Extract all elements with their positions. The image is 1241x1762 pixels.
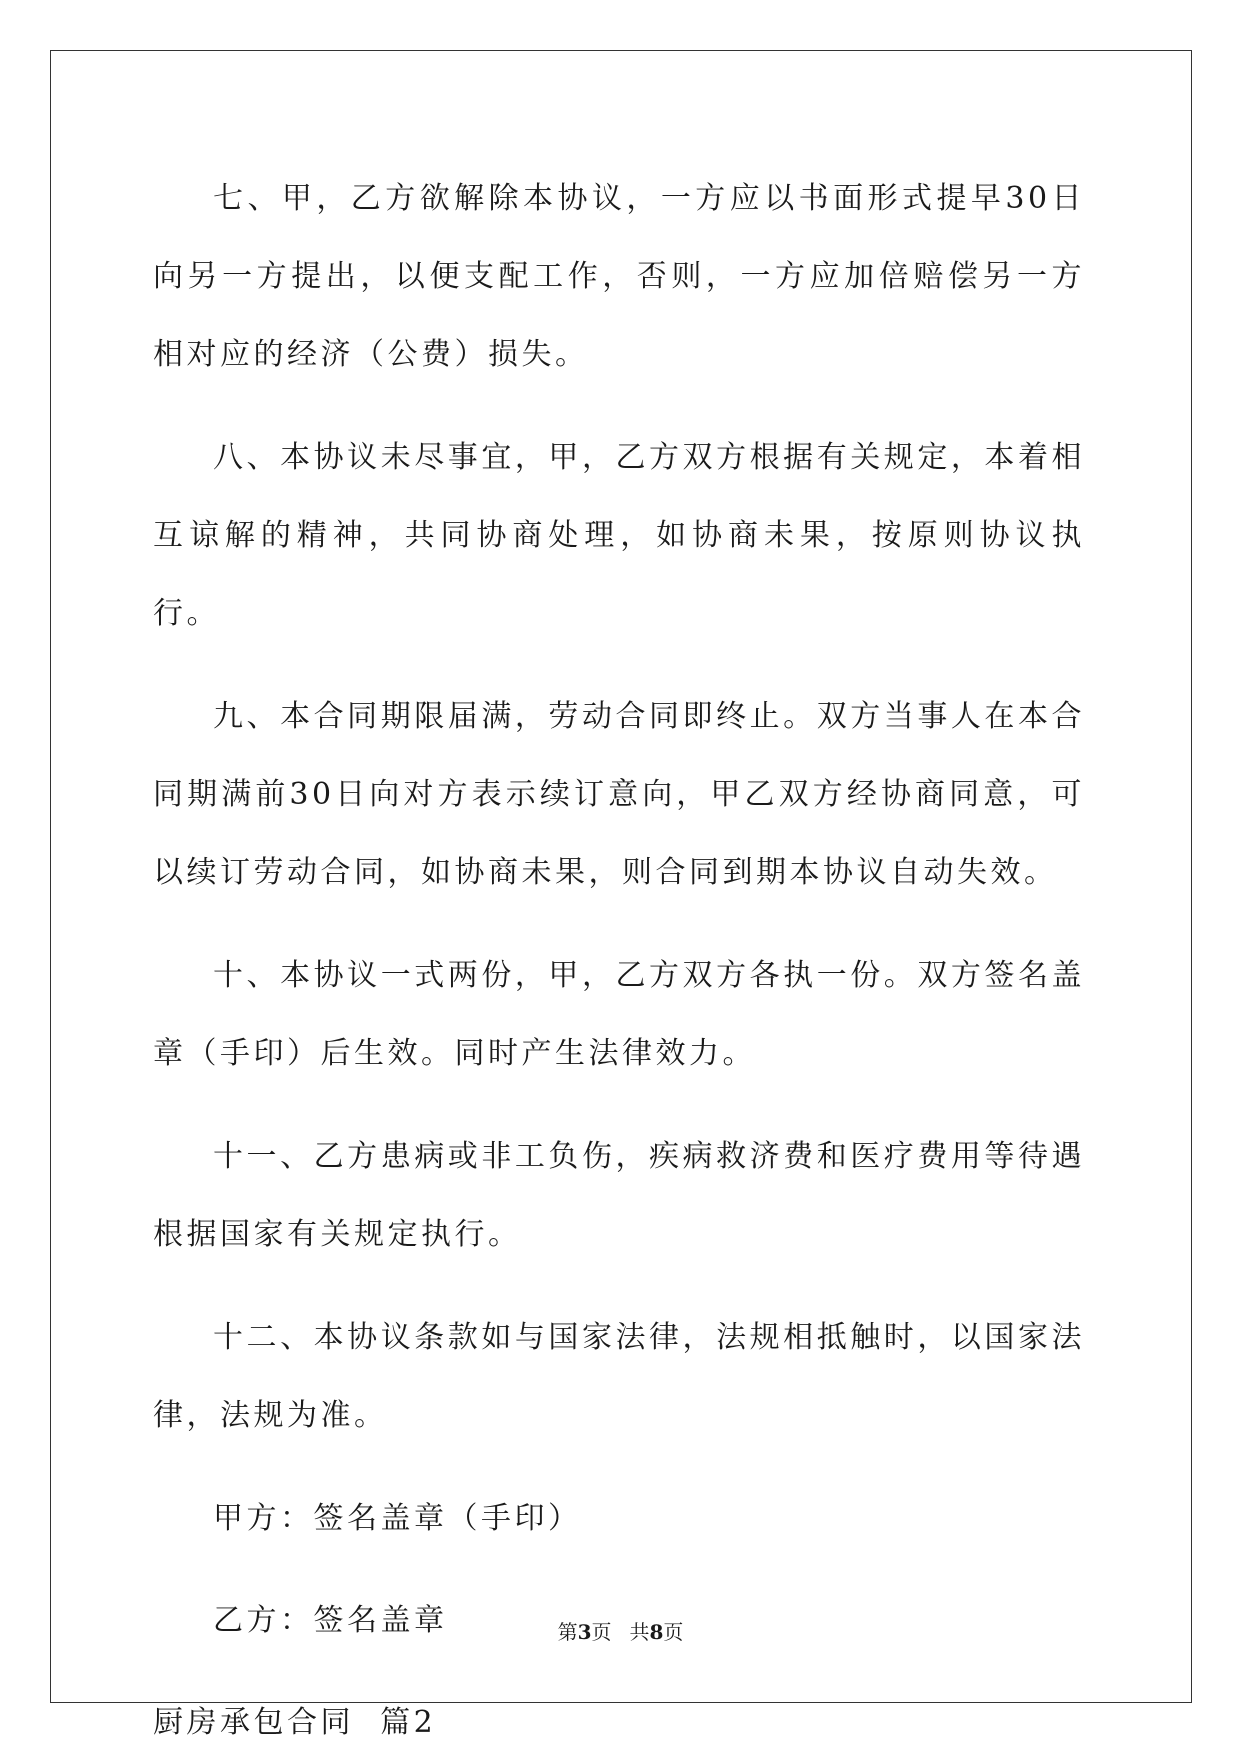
clause-7: 七、甲，乙方欲解除本协议，一方应以书面形式提早30日向另一方提出，以便支配工作，否则，一方应加倍赔偿另一方相对应的经济（公费）损失。: [153, 181, 1085, 372]
current-page-number: 3: [577, 1620, 592, 1644]
total-prefix: 共: [629, 1620, 650, 1644]
section-heading: 厨房承包合同 篇2: [153, 1705, 437, 1740]
total-suffix: 页: [663, 1620, 684, 1644]
page-suffix: 页: [591, 1620, 612, 1644]
clause-11: 十一、乙方患病或非工负伤，疾病救济费和医疗费用等待遇根据国家有关规定执行。: [153, 1139, 1085, 1252]
party-b-signature-line: 乙方：签名盖章: [213, 1603, 448, 1638]
party-a-signature-line: 甲方：签名盖章（手印）: [213, 1501, 582, 1536]
clause-12: 十二、本协议条款如与国家法律，法规相抵触时，以国家法律，法规为准。: [153, 1320, 1085, 1433]
clause-10: 十、本协议一式两份，甲，乙方双方各执一份。双方签名盖章（手印）后生效。同时产生法律效力。: [153, 958, 1085, 1071]
total-pages-number: 8: [649, 1620, 664, 1644]
page-footer: [0, 1616, 1241, 1645]
clause-8: 八、本协议未尽事宜，甲，乙方双方根据有关规定，本着相互谅解的精神，共同协商处理，如协商未果，按原则协议执行。: [153, 440, 1085, 631]
page-prefix: 第: [557, 1620, 578, 1644]
clause-9: 九、本合同期限届满，劳动合同即终止。双方当事人在本合同期满前30日向对方表示续订意向，甲乙双方经协商同意，可以续订劳动合同，如协商未果，则合同到期本协议自动失效。: [153, 699, 1085, 890]
document-body: [153, 160, 1085, 1762]
